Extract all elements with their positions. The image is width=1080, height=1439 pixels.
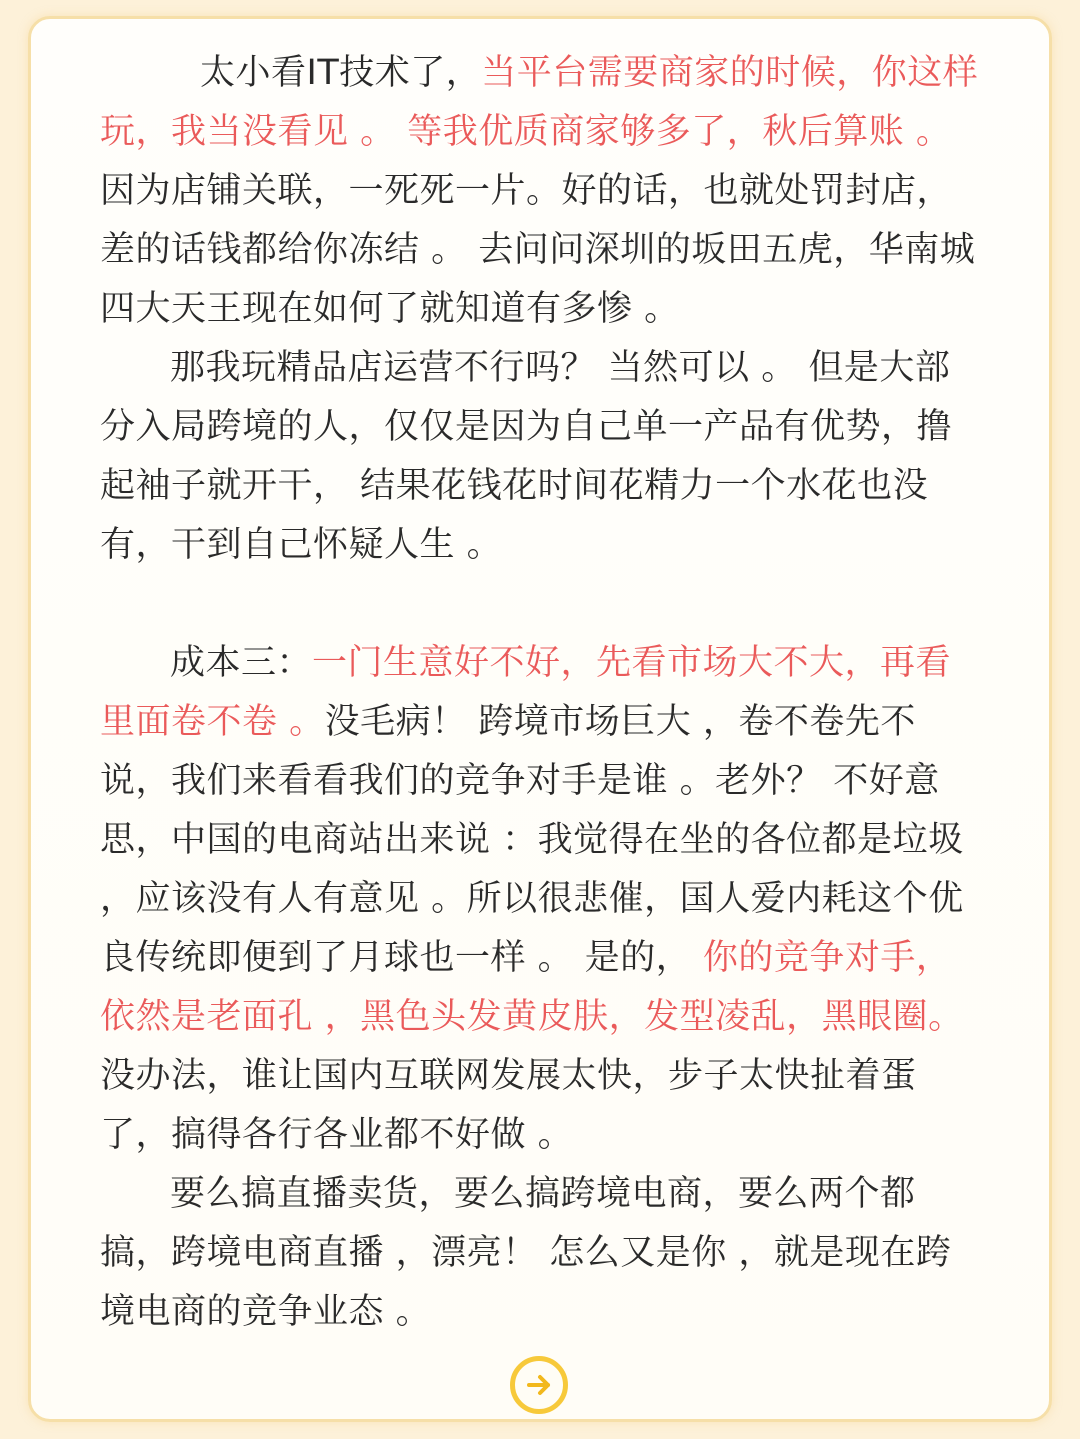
highlight-segment: 一门生意好不好，先看市场大不大，再看里面卷不卷 。 <box>100 643 952 742</box>
text-segment: 没毛病！ 跨境市场巨大 ，卷不卷先不说，我们来看看我们的竞争对手是谁 。老外？ 不好意思，中国的电商站出来说 ：我觉得在坐的各位都是垃圾 ，应该没有人有意见 。所以很悲催，国人爱内耗这个优良传统即便到了月球也一样 。 是的， <box>100 702 964 978</box>
paragraph-gap <box>100 575 980 634</box>
next-page-button[interactable] <box>510 1356 568 1414</box>
article-body <box>100 44 980 1342</box>
text-segment: 成本三： <box>170 643 313 683</box>
text-segment: 要么搞直播卖货，要么搞跨境电商，要么两个都搞，跨境电商直播 ，漂亮！ 怎么又是你 ，就是现在跨境电商的竞争业态 。 <box>100 1174 952 1332</box>
paragraph-4 <box>100 1165 980 1342</box>
paragraph-1 <box>100 44 980 339</box>
highlight-segment: 你的竞争对手，依然是老面孔 ，黑色头发黄皮肤，发型凌乱，黑眼圈。 <box>100 938 964 1037</box>
paragraph-2 <box>100 339 980 575</box>
arrow-right-icon <box>524 1370 554 1400</box>
text-segment: 没办法，谁让国内互联网发展太快，步子太快扯着蛋了，搞得各行各业都不好做 。 <box>100 1056 917 1155</box>
paragraph-3 <box>100 634 980 1165</box>
text-segment: 因为店铺关联，一死死一片。好的话，也就处罚封店，差的话钱都给你冻结 。 去问问深圳的坂田五虎，华南城四大天王现在如何了就知道有多惨 。 <box>100 171 976 329</box>
text-segment: 那我玩精品店运营不行吗？ 当然可以 。 但是大部分入局跨境的人，仅仅是因为自己单一产品有优势，撸起袖子就开干， 结果花钱花时间花精力一个水花也没有，干到自己怀疑人生 。 <box>100 348 953 565</box>
highlight-segment: 当平台需要商家的时候，你这样玩，我当没看见 。 等我优质商家够多了，秋后算账 。 <box>100 53 979 152</box>
text-segment: 太小看IT技术了， <box>200 53 482 93</box>
